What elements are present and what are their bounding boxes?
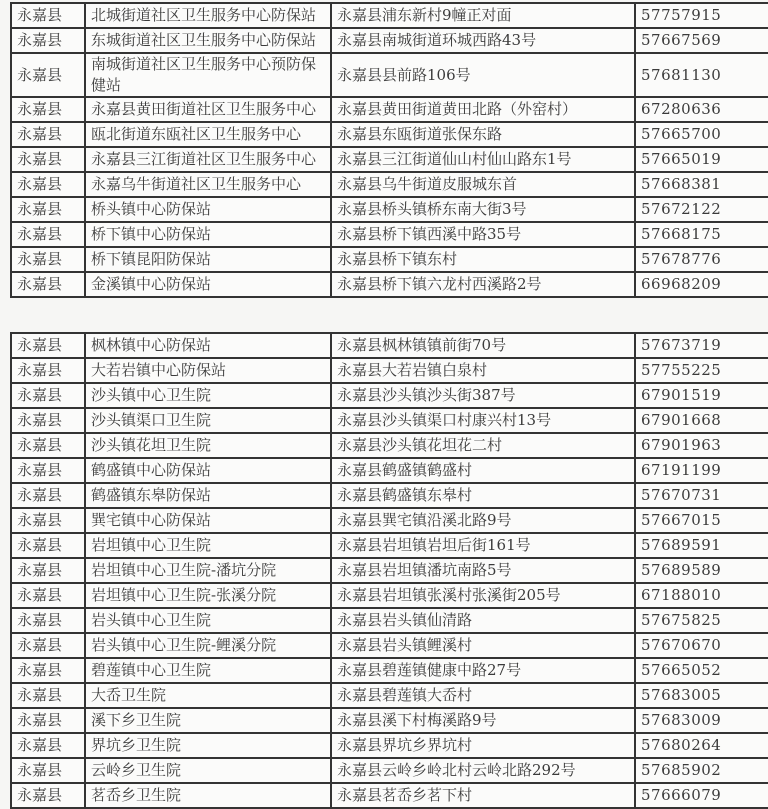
- cell-county: 永嘉县: [11, 633, 85, 658]
- table-row: [11, 758, 768, 783]
- cell-county: 永嘉县: [11, 172, 85, 197]
- cell-county: 永嘉县: [11, 122, 85, 147]
- cell-address: 永嘉县大若岩镇白泉村: [331, 358, 635, 383]
- table-row: [11, 458, 768, 483]
- cell-county: 永嘉县: [11, 358, 85, 383]
- cell-name: 碧莲镇中心卫生院: [85, 658, 331, 683]
- cell-address: 永嘉县岩头镇鲤溪村: [331, 633, 635, 658]
- table-row: [11, 147, 768, 172]
- cell-phone: 57757915: [635, 3, 768, 28]
- cell-county: 永嘉县: [11, 247, 85, 272]
- cell-county: 永嘉县: [11, 558, 85, 583]
- table-row: [11, 358, 768, 383]
- cell-county: 永嘉县: [11, 272, 85, 297]
- cell-address: 永嘉县黄田街道黄田北路（外窑村）: [331, 97, 635, 122]
- cell-name: 鹤盛镇中心防保站: [85, 458, 331, 483]
- cell-address: 永嘉县巽宅镇沿溪北路9号: [331, 508, 635, 533]
- cell-phone: 67280636: [635, 97, 768, 122]
- cell-address: 永嘉县县前路106号: [331, 53, 635, 97]
- cell-county: 永嘉县: [11, 433, 85, 458]
- cell-address: 永嘉县沙头镇渠口村康兴村13号: [331, 408, 635, 433]
- cell-name: 大岙卫生院: [85, 683, 331, 708]
- cell-phone: 57678776: [635, 247, 768, 272]
- table-row: [11, 222, 768, 247]
- cell-phone: 57670731: [635, 483, 768, 508]
- cell-county: 永嘉县: [11, 708, 85, 733]
- health-centers-table-upper: [10, 2, 768, 298]
- cell-address: 永嘉县三江街道仙山村仙山路东1号: [331, 147, 635, 172]
- cell-county: 永嘉县: [11, 583, 85, 608]
- cell-address: 永嘉县南城街道环城西路43号: [331, 28, 635, 53]
- cell-address: 永嘉县岩头镇仙清路: [331, 608, 635, 633]
- table-row: [11, 658, 768, 683]
- health-centers-table-lower: [10, 332, 768, 809]
- cell-name: 岩头镇中心卫生院: [85, 608, 331, 633]
- table-row: [11, 633, 768, 658]
- cell-county: 永嘉县: [11, 408, 85, 433]
- table-row: [11, 197, 768, 222]
- cell-address: 永嘉县云岭乡岭北村云岭北路292号: [331, 758, 635, 783]
- cell-county: 永嘉县: [11, 197, 85, 222]
- cell-name: 茗岙乡卫生院: [85, 783, 331, 808]
- table-row: [11, 28, 768, 53]
- table-row: [11, 708, 768, 733]
- table-row: [11, 608, 768, 633]
- cell-name: 瓯北街道东瓯社区卫生服务中心: [85, 122, 331, 147]
- cell-phone: 67901963: [635, 433, 768, 458]
- table-row: [11, 558, 768, 583]
- cell-phone: 57667015: [635, 508, 768, 533]
- cell-address: 永嘉县岩坦镇张溪村张溪街205号: [331, 583, 635, 608]
- cell-name: 沙头镇渠口卫生院: [85, 408, 331, 433]
- cell-address: 永嘉县鹤盛镇鹤盛村: [331, 458, 635, 483]
- cell-phone: 57665700: [635, 122, 768, 147]
- cell-address: 永嘉县茗岙乡茗下村: [331, 783, 635, 808]
- cell-county: 永嘉县: [11, 3, 85, 28]
- cell-phone: 66968209: [635, 272, 768, 297]
- table-row: [11, 247, 768, 272]
- cell-county: 永嘉县: [11, 508, 85, 533]
- cell-name: 沙头镇中心卫生院: [85, 383, 331, 408]
- cell-name: 沙头镇花坦卫生院: [85, 433, 331, 458]
- cell-name: 金溪镇中心防保站: [85, 272, 331, 297]
- cell-name: 岩坦镇中心卫生院-张溪分院: [85, 583, 331, 608]
- cell-phone: 57668381: [635, 172, 768, 197]
- cell-county: 永嘉县: [11, 533, 85, 558]
- cell-name: 北城街道社区卫生服务中心防保站: [85, 3, 331, 28]
- cell-phone: 57670670: [635, 633, 768, 658]
- cell-address: 永嘉县界坑乡界坑村: [331, 733, 635, 758]
- cell-county: 永嘉县: [11, 658, 85, 683]
- cell-county: 永嘉县: [11, 28, 85, 53]
- cell-county: 永嘉县: [11, 97, 85, 122]
- cell-name: 永嘉县黄田街道社区卫生服务中心: [85, 97, 331, 122]
- cell-name: 岩坦镇中心卫生院: [85, 533, 331, 558]
- cell-address: 永嘉县桥下镇西溪中路35号: [331, 222, 635, 247]
- cell-name: 大若岩镇中心防保站: [85, 358, 331, 383]
- cell-name: 桥下镇昆阳防保站: [85, 247, 331, 272]
- health-centers-table-upper-section: [10, 2, 762, 298]
- cell-address: 永嘉县东瓯街道张保东路: [331, 122, 635, 147]
- cell-phone: 57683005: [635, 683, 768, 708]
- cell-name: 永嘉县三江街道社区卫生服务中心: [85, 147, 331, 172]
- cell-address: 永嘉县碧莲镇大岙村: [331, 683, 635, 708]
- table-row: [11, 172, 768, 197]
- table-row: [11, 508, 768, 533]
- cell-name: 溪下乡卫生院: [85, 708, 331, 733]
- table-row: [11, 97, 768, 122]
- cell-county: 永嘉县: [11, 383, 85, 408]
- cell-phone: 57666079: [635, 783, 768, 808]
- cell-phone: 57755225: [635, 358, 768, 383]
- cell-address: 永嘉县鹤盛镇东皋村: [331, 483, 635, 508]
- cell-name: 界坑乡卫生院: [85, 733, 331, 758]
- cell-phone: 67901668: [635, 408, 768, 433]
- cell-county: 永嘉县: [11, 147, 85, 172]
- table-row: [11, 583, 768, 608]
- cell-address: 永嘉县沙头镇沙头街387号: [331, 383, 635, 408]
- cell-phone: 57680264: [635, 733, 768, 758]
- table-row: [11, 383, 768, 408]
- cell-address: 永嘉县桥下镇六龙村西溪路2号: [331, 272, 635, 297]
- cell-name: 岩坦镇中心卫生院-潘坑分院: [85, 558, 331, 583]
- cell-phone: 57675825: [635, 608, 768, 633]
- cell-county: 永嘉县: [11, 758, 85, 783]
- table-row: [11, 433, 768, 458]
- cell-phone: 57681130: [635, 53, 768, 97]
- table-row: [11, 3, 768, 28]
- table-row: [11, 483, 768, 508]
- table-row: [11, 683, 768, 708]
- cell-phone: 57665019: [635, 147, 768, 172]
- cell-name: 枫林镇中心防保站: [85, 333, 331, 358]
- cell-phone: 57685902: [635, 758, 768, 783]
- table-row: [11, 122, 768, 147]
- cell-address: 永嘉县枫林镇镇前街70号: [331, 333, 635, 358]
- table-row: [11, 53, 768, 97]
- cell-phone: 57689589: [635, 558, 768, 583]
- cell-address: 永嘉县桥下镇东村: [331, 247, 635, 272]
- table-row: [11, 533, 768, 558]
- cell-name: 桥头镇中心防保站: [85, 197, 331, 222]
- cell-address: 永嘉县岩坦镇潘坑南路5号: [331, 558, 635, 583]
- cell-county: 永嘉县: [11, 458, 85, 483]
- table-row: [11, 272, 768, 297]
- cell-phone: 67188010: [635, 583, 768, 608]
- cell-address: 永嘉县沙头镇花坦花二村: [331, 433, 635, 458]
- cell-county: 永嘉县: [11, 222, 85, 247]
- table-row: [11, 333, 768, 358]
- cell-name: 云岭乡卫生院: [85, 758, 331, 783]
- cell-phone: 57665052: [635, 658, 768, 683]
- cell-address: 永嘉县桥头镇桥东南大街3号: [331, 197, 635, 222]
- cell-name: 永嘉乌牛街道社区卫生服务中心: [85, 172, 331, 197]
- cell-address: 永嘉县碧莲镇健康中路27号: [331, 658, 635, 683]
- scanned-table-page: [10, 2, 762, 809]
- cell-address: 永嘉县溪下村梅溪路9号: [331, 708, 635, 733]
- cell-name: 鹤盛镇东皋防保站: [85, 483, 331, 508]
- cell-phone: 57668175: [635, 222, 768, 247]
- cell-phone: 67191199: [635, 458, 768, 483]
- cell-phone: 57672122: [635, 197, 768, 222]
- cell-phone: 57689591: [635, 533, 768, 558]
- cell-county: 永嘉县: [11, 783, 85, 808]
- cell-county: 永嘉县: [11, 333, 85, 358]
- cell-address: 永嘉县浦东新村9幢正对面: [331, 3, 635, 28]
- cell-name: 南城街道社区卫生服务中心预防保健站: [85, 53, 331, 97]
- table-row: [11, 783, 768, 808]
- cell-county: 永嘉县: [11, 608, 85, 633]
- table-row: [11, 408, 768, 433]
- cell-county: 永嘉县: [11, 53, 85, 97]
- cell-phone: 57673719: [635, 333, 768, 358]
- cell-phone: 57683009: [635, 708, 768, 733]
- cell-phone: 67901519: [635, 383, 768, 408]
- cell-name: 桥下镇中心防保站: [85, 222, 331, 247]
- cell-name: 东城街道社区卫生服务中心防保站: [85, 28, 331, 53]
- cell-county: 永嘉县: [11, 733, 85, 758]
- table-row: [11, 733, 768, 758]
- cell-name: 巽宅镇中心防保站: [85, 508, 331, 533]
- cell-phone: 57667569: [635, 28, 768, 53]
- cell-address: 永嘉县乌牛街道皮服城东首: [331, 172, 635, 197]
- cell-county: 永嘉县: [11, 483, 85, 508]
- cell-county: 永嘉县: [11, 683, 85, 708]
- health-centers-table-lower-section: [10, 332, 762, 809]
- cell-name: 岩头镇中心卫生院-鲤溪分院: [85, 633, 331, 658]
- cell-address: 永嘉县岩坦镇岩坦后街161号: [331, 533, 635, 558]
